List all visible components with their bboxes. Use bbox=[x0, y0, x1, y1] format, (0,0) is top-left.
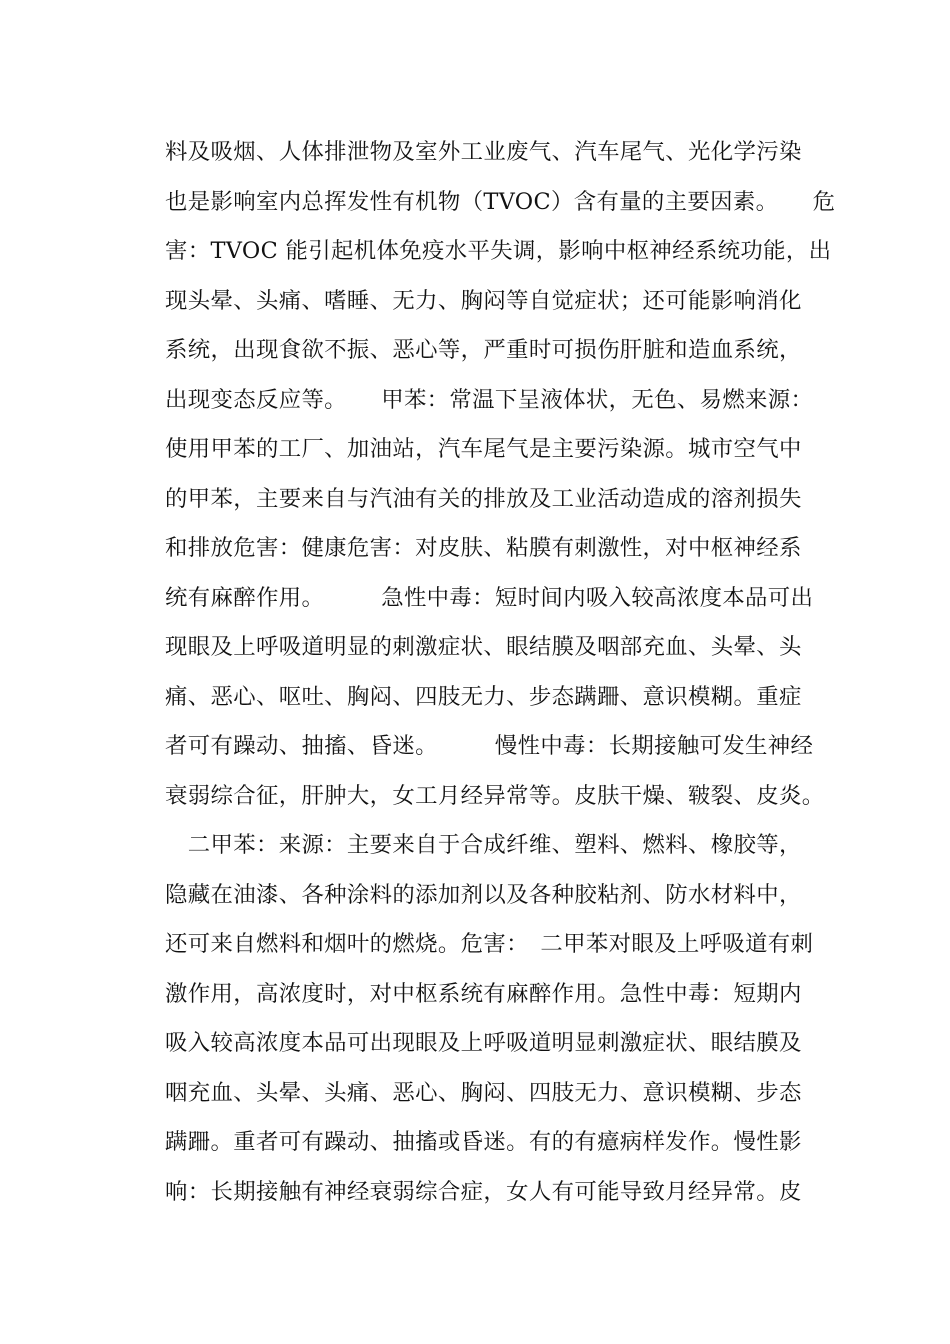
text-line: 料及吸烟、人体排泄物及室外工业废气、汽车尾气、光化学污染 bbox=[165, 139, 802, 165]
text-line: 二甲苯：来源：主要来自于合成纤维、塑料、燃料、橡胶等， bbox=[165, 832, 802, 858]
text-line: 隐藏在油漆、各种涂料的添加剂以及各种胶粘剂、防水材料中， bbox=[165, 881, 802, 908]
text-line: 还可来自燃料和烟叶的燃烧。危害： 二甲苯对眼及上呼吸道有刺 bbox=[165, 931, 814, 957]
text-line: 咽充血、头晕、头痛、恶心、胸闷、四肢无力、意识模糊、步态 bbox=[165, 1079, 802, 1106]
text-line: 出现变态反应等。 甲苯：常温下呈液体状，无色、易燃来源： bbox=[165, 386, 814, 413]
text-line: 害：TVOC 能引起机体免疫水平失调，影响中枢神经系统功能，出 bbox=[165, 238, 832, 264]
text-line: 现头晕、头痛、嗜睡、无力、胸闷等自觉症状；还可能影响消化 bbox=[165, 287, 802, 314]
text-line: 使用甲苯的工厂、加油站，汽车尾气是主要污染源。城市空气中 bbox=[165, 436, 802, 462]
text-line: 统有麻醉作用。 急性中毒：短时间内吸入较高浓度本品可出 bbox=[165, 584, 814, 611]
text-line: 者可有躁动、抽搐、昏迷。 慢性中毒：长期接触可发生神经 bbox=[165, 733, 814, 759]
text-line: 衰弱综合征，肝肿大，女工月经异常等。皮肤干燥、皲裂、皮炎。 bbox=[165, 782, 825, 809]
text-line: 的甲苯，主要来自与汽油有关的排放及工业活动造成的溶剂损失 bbox=[165, 485, 802, 512]
body-text bbox=[165, 128, 836, 1217]
text-line: 系统，出现食欲不振、恶心等，严重时可损伤肝脏和造血系统， bbox=[165, 337, 802, 363]
text-line: 激作用，高浓度时，对中枢系统有麻醉作用。急性中毒：短期内 bbox=[165, 980, 802, 1007]
text-line: 也是影响室内总挥发性有机物（TVOC）含有量的主要因素。 危 bbox=[165, 188, 836, 215]
text-line: 响：长期接触有神经衰弱综合症，女人有可能导致月经异常。皮 bbox=[165, 1178, 802, 1205]
text-line: 痛、恶心、呕吐、胸闷、四肢无力、步态蹒跚、意识模糊。重症 bbox=[165, 683, 802, 710]
text-line: 现眼及上呼吸道明显的刺激症状、眼结膜及咽部充血、头晕、头 bbox=[165, 634, 802, 660]
text-line: 蹒跚。重者可有躁动、抽搐或昏迷。有的有癔病样发作。慢性影 bbox=[165, 1129, 802, 1155]
text-line: 吸入较高浓度本品可出现眼及上呼吸道明显刺激症状、眼结膜及 bbox=[165, 1030, 802, 1056]
text-line: 和排放危害：健康危害：对皮肤、粘膜有刺激性，对中枢神经系 bbox=[165, 535, 802, 561]
